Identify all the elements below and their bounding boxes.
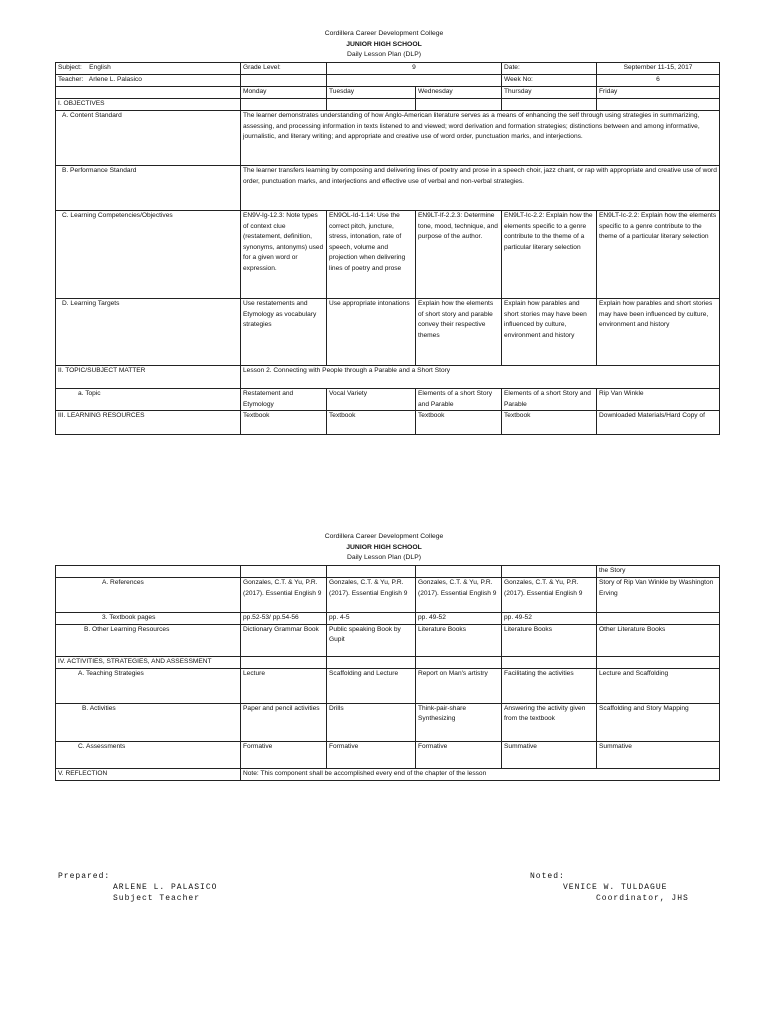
school-name: Cordillera Career Development College xyxy=(324,30,444,37)
activities-label: B. Activities xyxy=(56,703,241,741)
reference-tuesday: Gonzales, C.T. & Yu, P.R. (2017). Essential English 9 xyxy=(327,578,416,613)
activity-monday: Paper and pencil activities xyxy=(241,703,327,741)
empty-cell xyxy=(327,566,416,578)
noted-name: VENICE W. TULDAGUE xyxy=(563,883,668,892)
empty-cell xyxy=(416,566,502,578)
assessments-label: C. Assessments xyxy=(56,741,241,768)
day-monday: Monday xyxy=(241,87,327,99)
empty-cell xyxy=(597,99,720,111)
pages-tuesday: pp. 4-5 xyxy=(327,613,416,625)
day-friday: Friday xyxy=(597,87,720,99)
content-standard-text: The learner demonstrates understanding of how Anglo-American literature serves as a means of enhancing the self through using strategies in summarizing, assessing, and processing information in texts listened to and viewed; word derivation and formation strategies; distinctions between and among informative, journalistic, and literary writing; and appropriate and creative use of word order, punctuation marks, and interjections. xyxy=(241,111,720,166)
strategy-thursday: Facilitating the activities xyxy=(502,668,597,703)
strategy-monday: Lecture xyxy=(241,668,327,703)
strategy-tuesday: Scaffolding and Lecture xyxy=(327,668,416,703)
school-level: JUNIOR HIGH SCHOOL xyxy=(346,543,422,551)
content-standard-label: A. Content Standard xyxy=(56,111,241,166)
strategy-friday: Lecture and Scaffolding xyxy=(597,668,720,703)
empty-cell xyxy=(327,656,416,668)
reflection-note: Note: This component shall be accomplished every end of the chapter of the lesson xyxy=(241,768,720,780)
reference-friday: Story of Rip Van Winkle by Washington Erving xyxy=(597,578,720,613)
target-thursday: Explain how parables and short stories may have been influenced by culture, environment and history xyxy=(502,299,597,366)
strategy-wednesday: Report on Man's artistry xyxy=(416,668,502,703)
performance-standard-text: The learner transfers learning by composing and delivering lines of poetry and prose in a speech choir, jazz chant, or rap with appropriate and creative use of word order, punctuation marks, and interjections and effective use of verbal and non-verbal strategies. xyxy=(241,166,720,211)
school-level: JUNIOR HIGH SCHOOL xyxy=(346,40,422,48)
other-resource-friday: Other Literature Books xyxy=(597,624,720,656)
section-topic: II. TOPIC/SUBJECT MATTER xyxy=(56,366,241,389)
competency-monday: EN9V-Ig-12.3: Note types of context clue (restatement, definition, synonyms, antonyms) used for a given word or expression. xyxy=(241,211,327,299)
topic-monday: Restatement and Etymology xyxy=(241,389,327,411)
pages-friday xyxy=(597,613,720,625)
assessment-monday: Formative xyxy=(241,741,327,768)
document-title: Daily Lesson Plan (DLP) xyxy=(346,554,422,562)
activity-thursday: Answering the activity given from the textbook xyxy=(502,703,597,741)
activity-tuesday: Drills xyxy=(327,703,416,741)
competency-friday: EN9LT-Ic-2.2: Explain how the elements specific to a genre contribute to the theme of a particular literary selection xyxy=(597,211,720,299)
prepared-title: Subject Teacher xyxy=(113,894,201,903)
pages-monday: pp.52-53/ pp.54-56 xyxy=(241,613,327,625)
topic-tuesday: Vocal Variety xyxy=(327,389,416,411)
other-resources-label: B. Other Learning Resources xyxy=(56,624,241,656)
reference-monday: Gonzales, C.T. & Yu, P.R. (2017). Essential English 9 xyxy=(241,578,327,613)
section-objectives: I. OBJECTIVES xyxy=(56,99,241,111)
topic-row-label: a. Topic xyxy=(56,389,241,411)
resource-wednesday: Textbook xyxy=(416,411,502,435)
topic-friday: Rip Van Winkle xyxy=(597,389,720,411)
day-wednesday: Wednesday xyxy=(416,87,502,99)
assessment-friday: Summative xyxy=(597,741,720,768)
empty-cell xyxy=(416,99,502,111)
resource-friday: Downloaded Materials/Hard Copy of xyxy=(597,411,720,435)
teaching-strategies-label: A. Teaching Strategies xyxy=(56,668,241,703)
other-resource-thursday: Literature Books xyxy=(502,624,597,656)
prepared-name: ARLENE L. PALASICO xyxy=(113,883,218,892)
target-friday: Explain how parables and short stories may have been influenced by culture, environment and history xyxy=(597,299,720,366)
other-resource-wednesday: Literature Books xyxy=(416,624,502,656)
subject-cell: Subject: English xyxy=(56,63,241,75)
empty-cell xyxy=(241,566,327,578)
resource-thursday: Textbook xyxy=(502,411,597,435)
date-label: Date: xyxy=(502,63,597,75)
textbook-pages-label: 3. Textbook pages xyxy=(56,613,241,625)
assessment-tuesday: Formative xyxy=(327,741,416,768)
reference-wednesday: Gonzales, C.T. & Yu, P.R. (2017). Essential English 9 xyxy=(416,578,502,613)
day-tuesday: Tuesday xyxy=(327,87,416,99)
empty-cell xyxy=(597,656,720,668)
empty-cell xyxy=(56,87,241,99)
reference-thursday: Gonzales, C.T. & Yu, P.R. (2017). Essential English 9 xyxy=(502,578,597,613)
prepared-label: Prepared: xyxy=(58,872,111,881)
assessment-thursday: Summative xyxy=(502,741,597,768)
section-resources: III. LEARNING RESOURCES xyxy=(56,411,241,435)
week-label: Week No: xyxy=(502,75,597,87)
section-reflection: V. REFLECTION xyxy=(56,768,241,780)
empty-cell xyxy=(502,566,597,578)
grade-label: Grade Level: xyxy=(241,63,327,75)
resource-monday: Textbook xyxy=(241,411,327,435)
topic-thursday: Elements of a short Story and Parable xyxy=(502,389,597,411)
pages-thursday: pp. 49-52 xyxy=(502,613,597,625)
noted-title: Coordinator, JHS xyxy=(596,894,689,903)
empty-cell xyxy=(327,75,502,87)
pages-wednesday: pp. 49-52 xyxy=(416,613,502,625)
grade-value: 9 xyxy=(327,63,502,75)
school-name: Cordillera Career Development College xyxy=(324,533,444,540)
target-tuesday: Use appropriate intonations xyxy=(327,299,416,366)
empty-cell xyxy=(502,656,597,668)
target-monday: Use restatements and Etymology as vocabulary strategies xyxy=(241,299,327,366)
lesson-plan-table-1-main xyxy=(55,62,720,435)
week-value: 6 xyxy=(597,75,720,87)
lesson-plan-table-2 xyxy=(55,565,720,781)
competency-wednesday: EN9LT-If-2.2.3: Determine tone, mood, technique, and purpose of the author. xyxy=(416,211,502,299)
targets-label: D. Learning Targets xyxy=(56,299,241,366)
activity-wednesday: Think-pair-share Synthesizing xyxy=(416,703,502,741)
competencies-label: C. Learning Competencies/Objectives xyxy=(56,211,241,299)
empty-cell xyxy=(56,566,241,578)
resource-tuesday: Textbook xyxy=(327,411,416,435)
section-activities: IV. ACTIVITIES, STRATEGIES, AND ASSESSMENT xyxy=(56,656,241,668)
empty-cell xyxy=(416,656,502,668)
competency-thursday: EN9LT-Ic-2.2: Explain how the elements specific to a genre contribute to the theme of a particular literary selection xyxy=(502,211,597,299)
target-wednesday: Explain how the elements of short story and parable convey their respective themes xyxy=(416,299,502,366)
other-resource-monday: Dictionary Grammar Book xyxy=(241,624,327,656)
page2-header xyxy=(0,532,768,564)
noted-label: Noted: xyxy=(530,872,565,881)
topic-wednesday: Elements of a short Story and Parable xyxy=(416,389,502,411)
day-thursday: Thursday xyxy=(502,87,597,99)
document-title: Daily Lesson Plan (DLP) xyxy=(346,51,422,59)
date-value: September 11-15, 2017 xyxy=(597,63,720,75)
teacher-cell: Teacher: Arlene L. Palasico xyxy=(56,75,241,87)
competency-tuesday: EN9OL-Id-1.14: Use the correct pitch, juncture, stress, intonation, rate of speech, volume and projection when delivering lines of poetry and prose xyxy=(327,211,416,299)
other-resource-tuesday: Public speaking Book by Gupit xyxy=(327,624,416,656)
empty-cell xyxy=(502,99,597,111)
page1-header xyxy=(0,29,768,61)
assessment-wednesday: Formative xyxy=(416,741,502,768)
empty-cell xyxy=(241,99,327,111)
empty-cell xyxy=(241,75,327,87)
empty-cell xyxy=(241,656,327,668)
performance-standard-label: B. Performance Standard xyxy=(56,166,241,211)
references-label: A. References xyxy=(56,578,241,613)
activity-friday: Scaffolding and Story Mapping xyxy=(597,703,720,741)
resource-friday-continued: the Story xyxy=(597,566,720,578)
topic-text: Lesson 2. Connecting with People through a Parable and a Short Story xyxy=(241,366,720,389)
empty-cell xyxy=(327,99,416,111)
